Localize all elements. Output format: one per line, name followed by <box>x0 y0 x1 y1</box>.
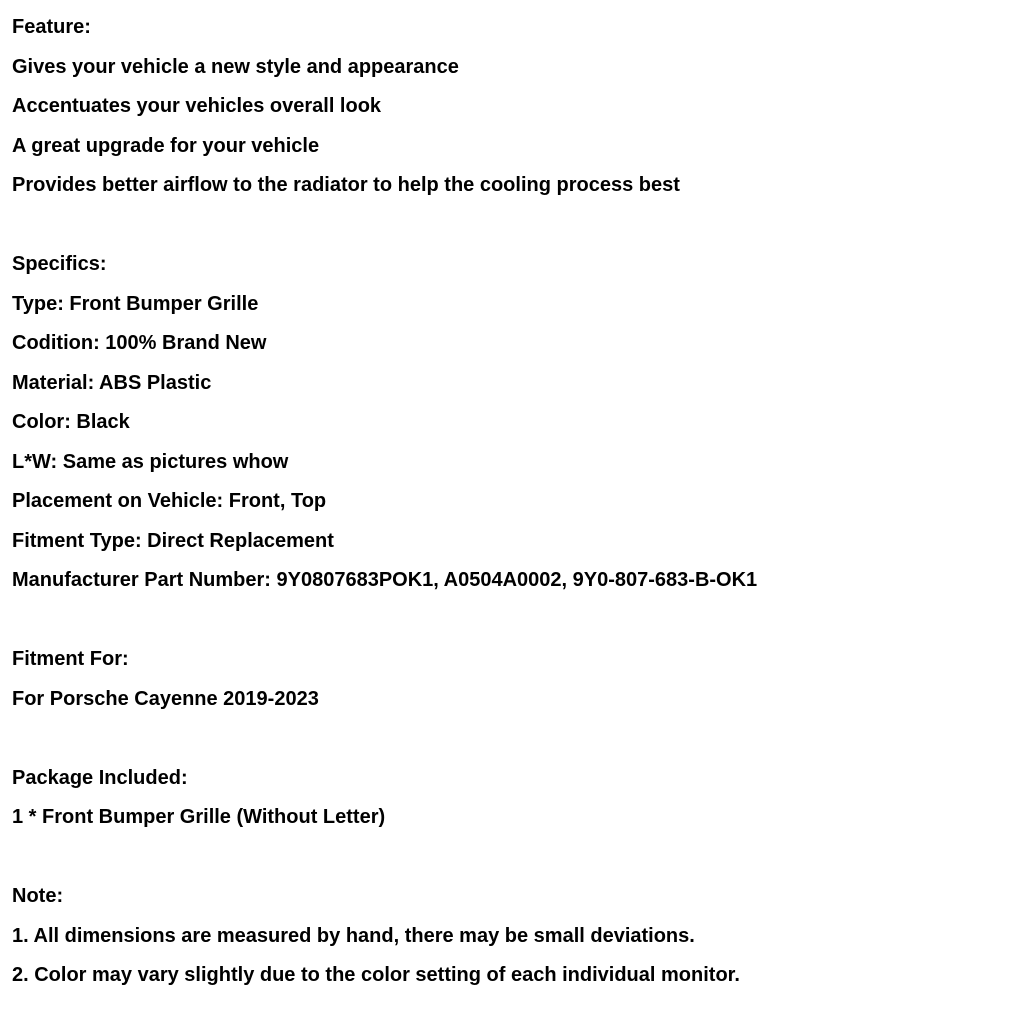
specifics-line-placement: Placement on Vehicle: Front, Top <box>12 490 327 512</box>
feature-line: Provides better airflow to the radiator to help the cooling process best <box>12 174 680 196</box>
package-included-line: 1 * Front Bumper Grille (Without Letter) <box>12 806 386 828</box>
note-line-1: 1. All dimensions are measured by hand, there may be small deviations. <box>12 924 695 947</box>
specifics-line-condition: Codition: 100% Brand New <box>12 332 267 354</box>
feature-line: Gives your vehicle a new style and appearance <box>12 55 459 78</box>
specifics-line-type: Type: Front Bumper Grille <box>12 292 259 315</box>
feature-line: A great upgrade for your vehicle <box>12 134 320 157</box>
note-heading: Note: <box>12 885 64 907</box>
note-line-2: 2. Color may vary slightly due to the color setting of each individual monitor. <box>12 964 740 986</box>
section-note <box>12 877 1012 996</box>
section-specifics <box>12 245 1012 601</box>
specifics-line-dimensions: L*W: Same as pictures whow <box>12 450 289 473</box>
feature-line: Accentuates your vehicles overall look <box>12 95 382 117</box>
section-feature <box>12 8 1012 206</box>
fitment-for-heading: Fitment For: <box>12 648 129 670</box>
specifics-line-fitment-type: Fitment Type: Direct Replacement <box>12 529 334 552</box>
specifics-line-part-number: Manufacturer Part Number: 9Y0807683POK1, A0504A0002, 9Y0-807-683-B-OK1 <box>12 569 758 591</box>
section-fitment-for <box>12 640 1012 719</box>
specifics-heading: Specifics: <box>12 253 107 275</box>
package-included-heading: Package Included: <box>12 766 188 789</box>
specifics-line-color: Color: Black <box>12 411 130 433</box>
specifics-line-material: Material: ABS Plastic <box>12 371 212 394</box>
feature-heading: Feature: <box>12 16 91 38</box>
fitment-for-line: For Porsche Cayenne 2019-2023 <box>12 687 319 710</box>
section-package-included <box>12 759 1012 838</box>
